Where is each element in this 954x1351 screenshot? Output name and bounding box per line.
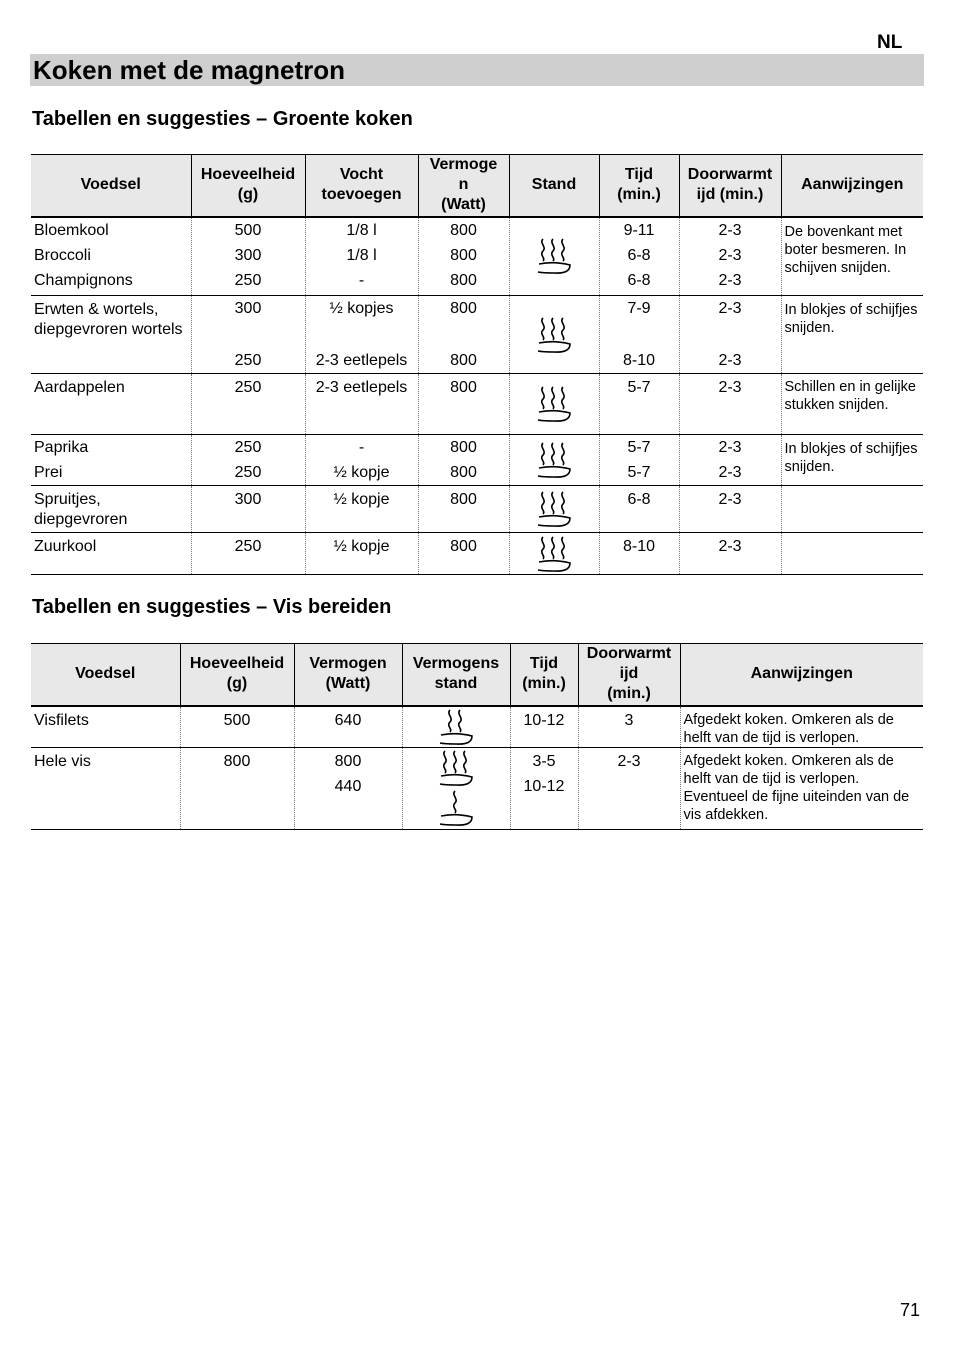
amount-value: 500 (234, 221, 262, 239)
steam-3-icon (436, 748, 476, 788)
time-value: 8-10 (599, 533, 679, 575)
standing-time-value: 2-3 (718, 464, 742, 481)
food-name: Champignons (34, 271, 133, 289)
liquid-value: 2-3 eetlepels (315, 352, 408, 369)
table-row (31, 533, 923, 575)
page-number: 71 (900, 1300, 921, 1320)
food-name: Broccoli (34, 246, 91, 264)
standing-time-value: 2-3 (718, 439, 742, 456)
power-value: 800 (418, 374, 509, 435)
liquid-value: ½ kopje (305, 486, 418, 533)
steam-3-icon (534, 236, 574, 276)
amount-value: 250 (234, 352, 262, 369)
col-header-vocht: Vocht toevoegen (305, 155, 418, 217)
instruction-text: Afgedekt koken. Omkeren als de helft van de tijd is verlopen. (680, 706, 923, 748)
time-value: 3-5 (532, 753, 556, 770)
standing-time-value: 2-3 (718, 300, 742, 317)
instruction-text (781, 486, 923, 533)
instruction-text: In blokjes of schijfjes snijden. (781, 296, 923, 374)
section-heading-groente: Tabellen en suggesties – Groente koken (32, 108, 413, 130)
liquid-value: 2-3 eetlepels (305, 374, 418, 435)
steam-3-icon (534, 534, 574, 574)
standing-time-value: 2-3 (578, 748, 680, 830)
standing-time-value: 2-3 (679, 374, 781, 435)
col-header-aanwijzingen: Aanwijzingen (680, 644, 923, 706)
instruction-text: Schillen en in gelijke stukken snijden. (781, 374, 923, 435)
steam-3-icon (534, 489, 574, 529)
food-name: Zuurkool (31, 533, 191, 575)
amount-value: 250 (191, 533, 305, 575)
power-value: 800 (450, 221, 477, 239)
col-header-tijd: Tijd (min.) (510, 644, 578, 706)
liquid-value: - (358, 439, 365, 456)
time-value: 5-7 (599, 374, 679, 435)
amount-value: 250 (234, 271, 262, 289)
col-header-hoeveelheid: Hoeveelheid (g) (191, 155, 305, 217)
standing-time-value: 2-3 (679, 533, 781, 575)
standing-time-value: 2-3 (679, 486, 781, 533)
col-header-stand: Stand (509, 155, 599, 217)
liquid-value: 1/8 l (346, 246, 377, 264)
standing-time-value: 2-3 (718, 221, 742, 239)
power-value: 800 (450, 439, 477, 456)
amount-value: 800 (180, 748, 294, 830)
col-header-doorwarmtijd: Doorwarmt ijd (min.) (578, 644, 680, 706)
amount-value: 300 (234, 246, 262, 264)
page-title: Koken met de magnetron (30, 54, 924, 86)
liquid-value: ½ kopjes (329, 300, 394, 317)
time-value: 6-8 (599, 486, 679, 533)
col-header-vermogen: Vermoge n (Watt) (418, 155, 509, 217)
power-value: 800 (418, 486, 509, 533)
steam-1-icon (436, 788, 476, 828)
standing-time-value: 2-3 (718, 271, 742, 289)
liquid-value: ½ kopje (333, 464, 390, 481)
power-value: 800 (450, 464, 477, 481)
liquid-value: - (358, 271, 365, 289)
col-header-aanwijzingen: Aanwijzingen (781, 155, 923, 217)
col-header-vermogen: Vermogen (Watt) (294, 644, 402, 706)
liquid-value: 1/8 l (346, 221, 377, 239)
power-value: 800 (418, 533, 509, 575)
col-header-vermogensstand: Vermogens stand (402, 644, 510, 706)
food-name: Bloemkool (34, 221, 109, 239)
table-groente (31, 154, 923, 575)
amount-value: 300 (191, 486, 305, 533)
time-value: 5-7 (627, 439, 651, 456)
power-value: 800 (334, 753, 362, 770)
liquid-value: ½ kopje (305, 533, 418, 575)
instruction-text (781, 533, 923, 575)
table-row (31, 217, 923, 296)
table-row (31, 486, 923, 533)
amount-value: 500 (180, 706, 294, 748)
amount-value: 300 (234, 300, 262, 317)
standing-time-value: 2-3 (718, 352, 742, 369)
col-header-voedsel: Voedsel (31, 644, 180, 706)
power-value: 800 (450, 352, 477, 369)
time-value: 8-10 (622, 352, 656, 369)
table-row (31, 374, 923, 435)
time-value: 6-8 (627, 246, 651, 264)
food-name: Aardappelen (31, 374, 191, 435)
instruction-text: In blokjes of schijfjes snijden. (781, 435, 923, 486)
steam-2-icon (436, 707, 476, 747)
col-header-hoeveelheid: Hoeveelheid (g) (180, 644, 294, 706)
power-value: 800 (450, 246, 477, 264)
table-header-row (31, 155, 923, 217)
steam-3-icon (534, 384, 574, 424)
instruction-text: De bovenkant met boter besmeren. In schijven snijden. (781, 217, 923, 296)
table-vis (31, 643, 923, 830)
section-heading-vis: Tabellen en suggesties – Vis bereiden (32, 596, 392, 618)
amount-value: 250 (234, 439, 262, 456)
table-row (31, 706, 923, 748)
amount-value: 250 (234, 464, 262, 481)
col-header-tijd: Tijd (min.) (599, 155, 679, 217)
time-value: 6-8 (627, 271, 651, 289)
language-label: NL (877, 32, 903, 53)
food-name: Paprika (34, 439, 89, 456)
steam-3-icon (534, 315, 574, 355)
col-header-doorwarmtijd: Doorwarmt ijd (min.) (679, 155, 781, 217)
food-name: Erwten & wortels, diepgevroren wortels (31, 296, 191, 374)
food-name: Hele vis (31, 748, 180, 830)
amount-value: 250 (191, 374, 305, 435)
food-name: Visfilets (31, 706, 180, 748)
steam-3-icon (534, 440, 574, 480)
table-header-row (31, 644, 923, 706)
time-value: 9-11 (623, 221, 655, 239)
time-value: 10-12 (523, 778, 565, 795)
power-value: 640 (294, 706, 402, 748)
table-row (31, 296, 923, 374)
time-value: 10-12 (510, 706, 578, 748)
time-value: 5-7 (627, 464, 651, 481)
power-value: 440 (334, 778, 362, 795)
standing-time-value: 3 (578, 706, 680, 748)
food-name: Spruitjes, diepgevroren (31, 486, 191, 533)
standing-time-value: 2-3 (718, 246, 742, 264)
time-value: 7-9 (627, 300, 651, 317)
col-header-voedsel: Voedsel (31, 155, 191, 217)
power-value: 800 (450, 300, 477, 317)
table-row (31, 435, 923, 486)
instruction-text: Afgedekt koken. Omkeren als de helft van de tijd is verlopen. Eventueel de fijne uiteinden van de vis afdekken. (680, 748, 923, 830)
food-name: Prei (34, 464, 63, 481)
table-row (31, 748, 923, 830)
power-value: 800 (450, 271, 477, 289)
